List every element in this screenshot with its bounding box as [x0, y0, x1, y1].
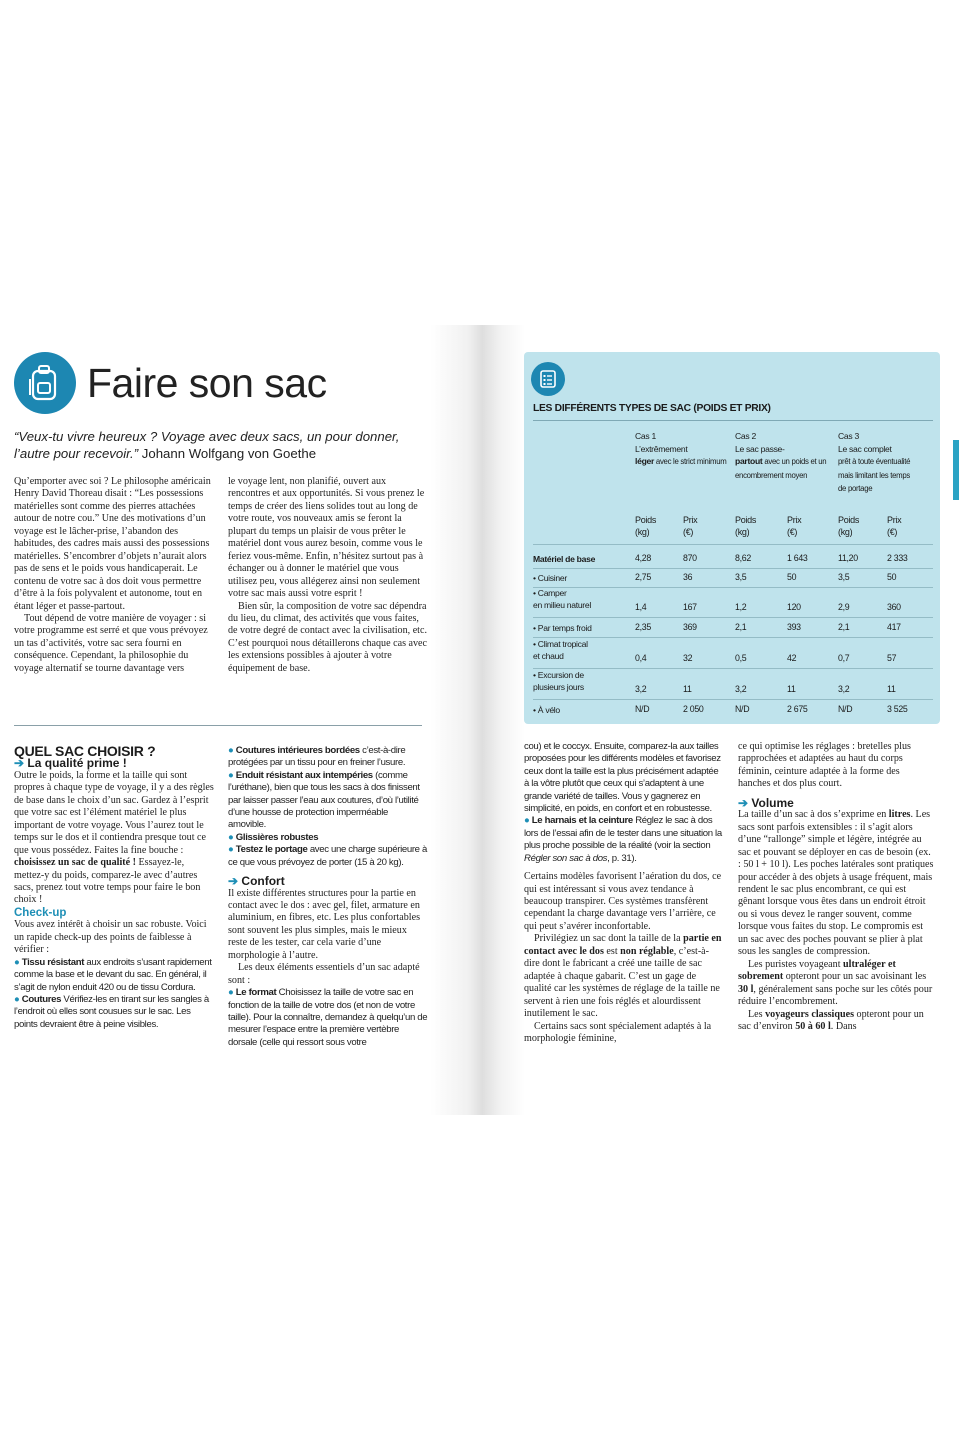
table-cell: 2 050	[683, 704, 704, 714]
table-cell: 3 525	[887, 704, 908, 714]
table-cell: 50	[887, 572, 897, 582]
header-poids-1: Poids (kg)	[635, 515, 657, 537]
table-cell: 3,2	[735, 684, 747, 694]
section-column-1	[14, 745, 214, 1031]
bullet-dot-icon: ●	[228, 745, 234, 756]
table-cell: 2,1	[735, 622, 747, 632]
table-cell: 369	[683, 622, 697, 632]
table-row-label: Matériel de base	[533, 554, 596, 564]
intro-paragraph-3: le voyage lent, non planifié, ouvert aux rencontres et aux opportunités. Si vous prenez le temps de créer des liens solides tout au long de votre route, vos nouveaux amis se feront la plupart du temps un plaisir de vous prêter le matériel dont vous aurez besoin, comme vous le feriez vous-même. Enfin, n’hésitez surtout pas à échanger ou à donner le matériel que vous utilisez peu, vous allégerez ainsi non seulement votre sac mais aussi votre esprit !	[228, 476, 425, 600]
table-row-label: • Par temps froid	[533, 623, 592, 633]
table-cell: 11,20	[838, 553, 858, 563]
table-cell: 2,75	[635, 572, 651, 582]
table-cell: N/D	[735, 704, 750, 714]
table-cell: N/D	[635, 704, 650, 714]
page-title: Faire son sac	[87, 360, 327, 406]
table-cell: 0,5	[735, 653, 747, 663]
epigraph-author: Johann Wolfgang von Goethe	[138, 446, 317, 461]
table-cell: 120	[787, 602, 801, 612]
table-cell: N/D	[838, 704, 853, 714]
contact-paragraph: Privilégiez un sac dont la taille de la partie en contact avec le dos est non réglable, c’est-à-dire dont le fabricant a créé une taille de sac adaptée à chaque gabarit. C’est un gage de qualité car les systèmes de réglage de la taille ne servent à rien une fois réglés et alourdissent inutilement le sac.	[524, 933, 722, 1020]
aeration-paragraph: Certains modèles favorisent l’aération du dos, ce qui est intéressant si vous avez tendance à beaucoup transpirer. Ces systèmes transfèrent cependant la charge davantage vers l’arrière, ce qui peut s’avérer inconfortable.	[524, 871, 722, 932]
table-cell: 57	[887, 653, 897, 663]
classic-paragraph: Les voyageurs classiques opteront pour un sac d’environ 50 à 60 l. Dans	[738, 1008, 924, 1032]
table-cell: 50	[787, 572, 797, 582]
bullet-dot-icon: ●	[228, 844, 234, 856]
table-cell: 3,2	[635, 684, 647, 694]
intro-paragraph-2: Tout dépend de votre manière de voyager : si votre programme est serré et que vous prévoyez un tas d’activités, votre sac sera fourni en conséquence. Cependant, la philosophie du voyage alternatif se tourne davantage vers	[14, 612, 208, 674]
table-cell: 0,7	[838, 653, 850, 663]
bullet-coutures-interieures: ● Coutures intérieures bordées c’est-à-dire protégées par un tissu pour en freiner l’usure.	[228, 745, 406, 769]
table-cell: 393	[787, 622, 801, 632]
table-row-label: • Camper en milieu naturel	[533, 588, 591, 610]
bullet-portage: ● Testez le portage avec une charge supérieure à ce que vous prévoyez de porter (15 à 20 kg).	[228, 844, 427, 868]
bullet-harnais: ● Le harnais et la ceinture Réglez le sac à dos lors de l’essai afin de le tester dans une situation la plus proche possible de la réalité (voir la section Régler son sac à dos, p. 31).	[524, 815, 722, 864]
header-prix-1: Prix (€)	[683, 515, 698, 537]
quality-paragraph: Outre le poids, la forme et la taille qui sont propres à chaque type de voyage, il y a des règles de base dans le choix d’un sac. Gardez à l’esprit que votre sac est l’élément matériel le plus important de votre voyage. Vous l’aurez tout le temps sur le dos et il contiendra presque tout ce que vous possédez. Faites la fine bouche : choisissez un sac de qualité ! Essayez-le, mettez-y du poids, comparez-le avec d’autres sacs, prenez tout votre temps pour faire le bon choix !	[14, 769, 214, 906]
intro-paragraph-4: Bien sûr, la composition de votre sac dépendra du lieu, du climat, des activités que vous faites, de votre degré de contact avec la civilisation, etc. C’est pourquoi nous détaillerons chaque cas avec les extensions possibles à ajouter à votre équipement de base.	[228, 600, 428, 674]
header-poids-3: Poids (kg)	[838, 515, 860, 537]
epigraph	[14, 428, 424, 462]
bullet-dot-icon: ●	[228, 987, 234, 999]
table-cell: 32	[683, 653, 693, 663]
section-column-2	[228, 745, 428, 1049]
case-2-caption: Cas 2 Le sac passe- partout avec un poids et un encombrement moyen	[735, 431, 827, 480]
table-cell: 4,28	[635, 553, 651, 563]
intro-paragraph-1: Qu’emporter avec soi ? Le philosophe américain Henry David Thoreau disait : “Les possessions matérielles sont comme des pierres attachées autour de notre cou.” Une des motivations d’un voyage est le lâcher-prise, l’abandon des habitudes, des cadres mais aussi des possessions matérielles. S’encombrer d’objets n’aurait alors pas de sens et le poids vous handicaperait. Le contenu de votre sac à dos doit vous permettre d’être à la fois polyvalent et autonome, tout en étant léger et passe-partout.	[14, 476, 211, 612]
table-row-label: • Climat tropical et chaud	[533, 639, 588, 661]
bullet-coutures: ● Coutures Vérifiez-les en tirant sur les sangles à l’endroit où elles sont cousues sur le sac. Les points devraient être à peine visibles.	[14, 993, 209, 1030]
bullet-format: ● Le format Choisissez la taille de votre sac en fonction de la taille de votre dos (et non de votre taille). Pour la connaître, demandez à quelqu’un de mesurer l’espace entre la première vertèbre dorsale (celle qui ressort sous votre	[228, 987, 428, 1048]
table-cell: 3,5	[735, 572, 747, 582]
epigraph-quote: “Veux-tu vivre heureux ? Voyage avec deux sacs, un pour donner, l’autre pour recevoir.”	[14, 429, 400, 461]
bullet-dot-icon: ●	[14, 956, 20, 968]
table-title-rule	[533, 420, 933, 421]
table-cell: 2,35	[635, 622, 651, 632]
table-cell: 2 333	[887, 553, 908, 563]
table-cell: 417	[887, 622, 901, 632]
table-row-label: • Excursion de plusieurs jours	[533, 670, 584, 692]
table-cell: 11	[683, 684, 692, 694]
intro-column-1	[14, 476, 212, 675]
table-cell: 2 675	[787, 704, 808, 714]
subheading-quality: ➔ La qualité prime !	[14, 756, 127, 771]
table-cell: 870	[683, 553, 697, 563]
table-cell: 3,2	[838, 684, 850, 694]
section-divider	[14, 725, 422, 726]
table-row-divider	[533, 617, 933, 618]
table-cell: 3,5	[838, 572, 850, 582]
subheading-confort: ➔ Confort	[228, 874, 285, 889]
table-row-label: • Cuisiner	[533, 573, 567, 583]
checkup-paragraph: Vous avez intérêt à choisir un sac robuste. Voici un rapide check-up des points de faiblesse à vérifier :	[14, 919, 207, 956]
right-column-2	[738, 741, 934, 1033]
case-1-caption: Cas 1 L’extrêmement léger avec le strict minimum	[635, 431, 727, 467]
table-cell: 2,1	[838, 622, 850, 632]
bullet-dot-icon: ●	[14, 993, 20, 1005]
table-cell: 2,9	[838, 602, 850, 612]
table-row-divider	[533, 699, 933, 700]
confort-paragraph-2: Les deux éléments essentiels d’un sac adapté sont :	[228, 962, 420, 986]
right-column-1	[524, 741, 722, 1045]
backpack-icon	[14, 352, 76, 414]
table-cell: 0,4	[635, 653, 647, 663]
case-3-caption: Cas 3 Le sac complet prêt à toute éventualité mais limitant les temps de portage	[838, 431, 911, 494]
confort-paragraph: Il existe différentes structures pour la partie en contact avec le dos : avec gel, filet, armature en aluminium, en fibres, etc. Les plus confortables sont souvent les plus simples, mais le mieux reste de les tester, car cela varie d’une morphologie à l’autre.	[228, 887, 421, 961]
table-cell: 42	[787, 653, 797, 663]
header-poids-2: Poids (kg)	[735, 515, 757, 537]
table-cell: 1,2	[735, 602, 747, 612]
bullet-enduit: ● Enduit résistant aux intempéries (comme l’uréthane), bien que tous les sacs à dos finissent par laisser passer l’eau aux coutures, d’où l’utilité d’une housse de protection imperméable amovible.	[228, 769, 420, 831]
bullet-dot-icon: ●	[228, 831, 234, 843]
bullet-dot-icon: ●	[524, 815, 530, 827]
bullet-glissieres: ● Glissières robustes	[228, 831, 319, 843]
arrow-right-icon: ➔	[14, 756, 25, 771]
section-title: QUEL SAC CHOISIR ?	[14, 743, 156, 759]
table-cell: 36	[683, 572, 693, 582]
bullet-dot-icon: ●	[228, 769, 234, 781]
table-row-label: • À vélo	[533, 705, 560, 715]
table-cell: 8,62	[735, 553, 751, 563]
intro-column-2	[228, 476, 428, 675]
ultralight-paragraph: Les puristes voyageant ultraléger et sobrement opteront pour un sac avoisinant les 30 l, généralement sans poche sur les côtés pour réduire l’encombrement.	[738, 958, 933, 1008]
table-cell: 1 643	[787, 553, 808, 563]
table-title: LES DIFFÉRENTS TYPES DE SAC (POIDS ET PRIX)	[533, 403, 771, 414]
checklist-icon	[531, 362, 565, 396]
feminine-continuation: ce qui optimise les réglages : bretelles plus rapprochées et adaptées au haut du corps féminin, ceinture adaptée à la forme des hanches et dos plus court.	[738, 741, 911, 790]
page-edge-tab	[953, 440, 959, 500]
arrow-right-icon: ➔	[228, 874, 239, 889]
header-prix-3: Prix (€)	[887, 515, 902, 537]
table-cell: 1,4	[635, 602, 647, 612]
table-header-divider	[533, 544, 933, 545]
table-cell: 167	[683, 602, 697, 612]
table-cell: 11	[887, 684, 896, 694]
subheading-volume: ➔ Volume	[738, 795, 794, 810]
feminine-paragraph: Certains sacs sont spécialement adaptés à la morphologie féminine,	[524, 1020, 712, 1044]
table-cell: 11	[787, 684, 796, 694]
book-gutter	[430, 325, 525, 1115]
checkup-heading: Check-up	[14, 906, 67, 919]
bullet-tissu: ● Tissu résistant aux endroits s’usant rapidement comme la base et le devant du sac. En général, il s’agit de nylon enduit 420 ou de tissu Cordura.	[14, 956, 212, 993]
volume-paragraph: La taille d’un sac à dos s’exprime en litres. Les sacs sont parfois extensibles : il s’agit alors d’une “rallonge” simple et légère, intégrée au sac et pouvant se déployer en cas de besoin (ex. : 50 l + 10 l). Les poches latérales sont pratiques pour accéder à des objets à usage fréquent, mais rendent le sac plus encombrant, ce qui est gênant lorsque vous êtes dans un endroit étroit ou si vous devez le ranger souvent, comme lorsque vous faites du stop. Le compromis est un sac avec des poches pouvant se plier à plat sous les sangles de compression.	[738, 809, 934, 958]
header-prix-2: Prix (€)	[787, 515, 802, 537]
arrow-right-icon: ➔	[738, 795, 749, 810]
table-row-divider	[533, 568, 933, 569]
format-continuation: cou) et le coccyx. Ensuite, comparez-la aux tailles proposées pour les différents modèles et favorisez ceux dont la taille est la plus précisément adaptée à la vôtre plutôt que ceux qui s’adaptent à une grande variété de tailles. Vous y gagnerez en simplicité, en poids, en confort et en robustesse.	[524, 741, 721, 815]
table-cell: 360	[887, 602, 901, 612]
